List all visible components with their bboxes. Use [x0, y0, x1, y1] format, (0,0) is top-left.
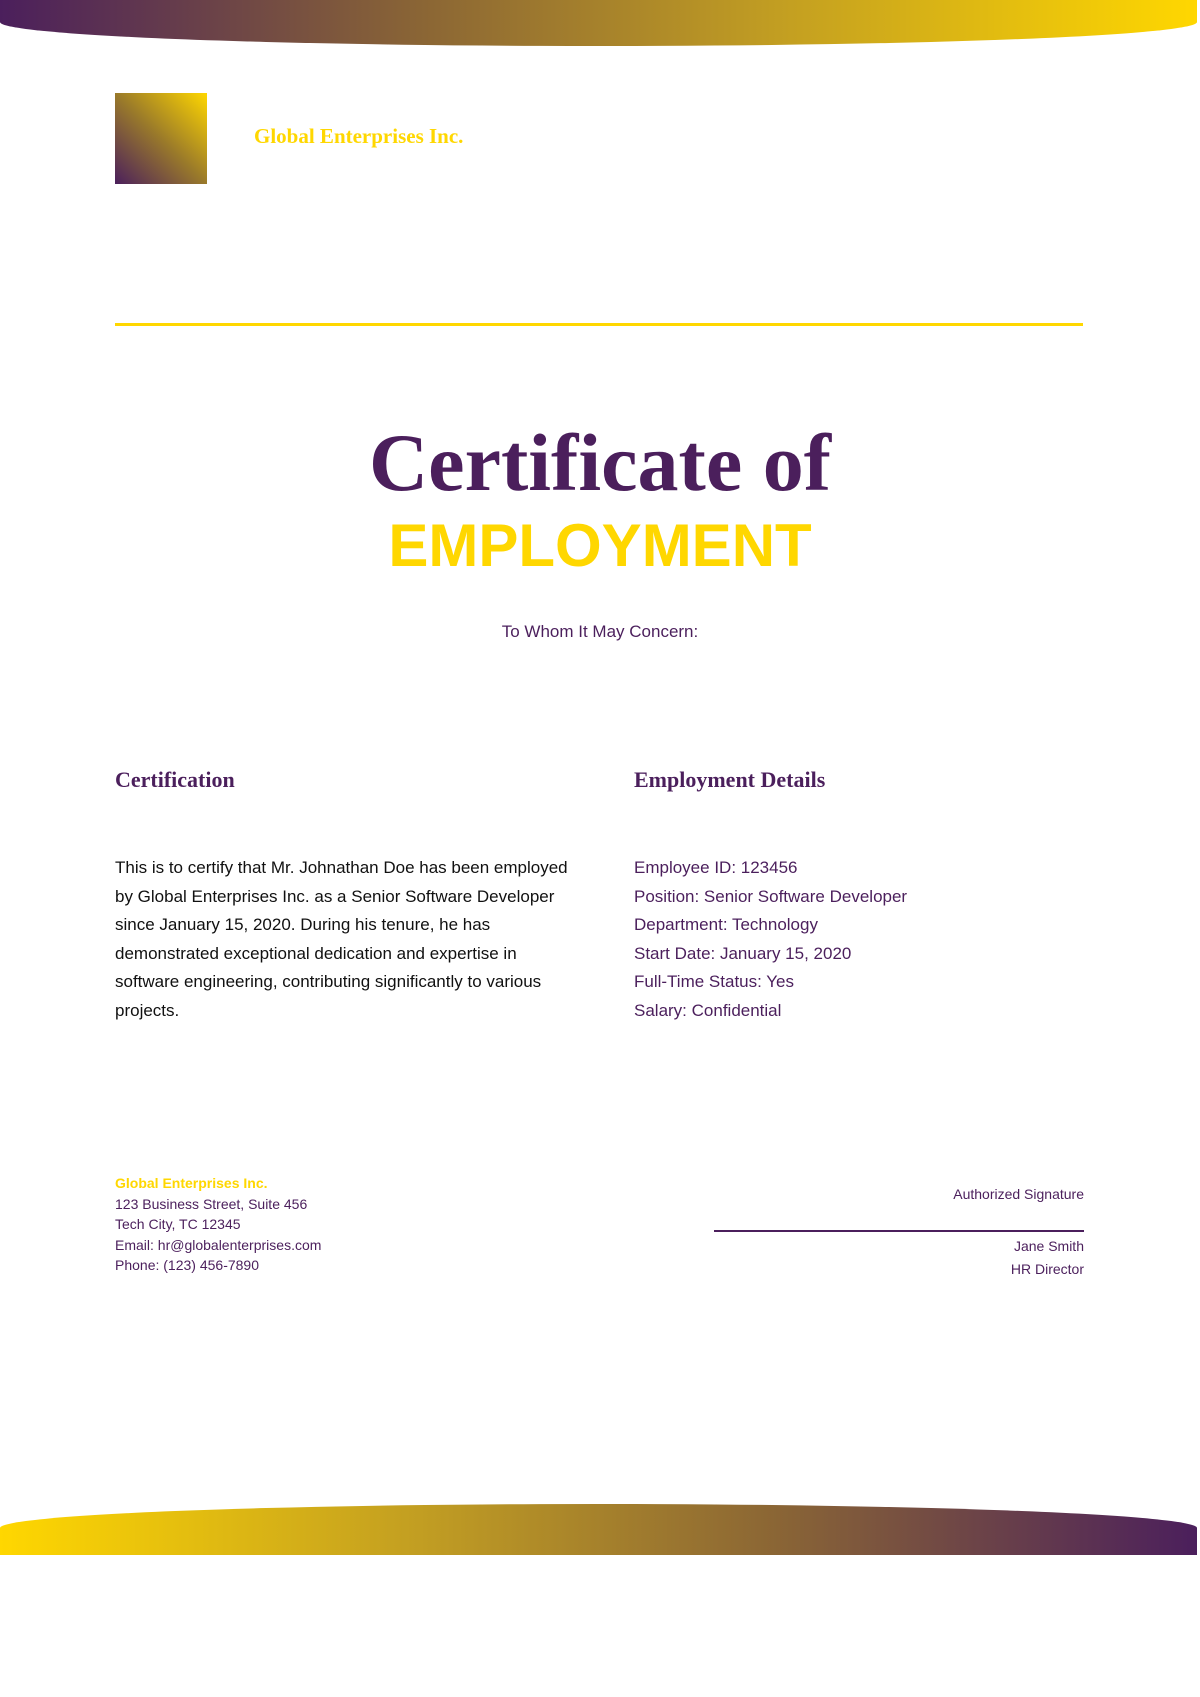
certificate-subtitle: EMPLOYMENT	[388, 512, 812, 579]
company-name: Global Enterprises Inc.	[254, 124, 464, 148]
header-divider	[115, 323, 1083, 326]
certification-heading: Certification	[115, 767, 235, 792]
salutation: To Whom It May Concern:	[501, 622, 699, 641]
detail-position: Position: Senior Software Developer	[634, 886, 908, 906]
signature-block	[714, 1184, 1084, 1281]
bottom-gradient-band	[0, 1504, 1197, 1555]
address-street: 123 Business Street, Suite 456	[115, 1195, 308, 1212]
detail-full-time-status: Full-Time Status: Yes	[634, 972, 794, 992]
employment-details-list	[634, 854, 907, 1026]
detail-employee-id: Employee ID: 123456	[634, 858, 798, 877]
address-phone: Phone: (123) 456-7890	[115, 1257, 259, 1274]
detail-department: Department: Technology	[634, 915, 818, 935]
address-city: Tech City, TC 12345	[115, 1216, 241, 1233]
signature-label: Authorized Signature	[953, 1186, 1084, 1202]
address-company-name: Global Enterprises Inc.	[115, 1175, 268, 1191]
employment-details-heading: Employment Details	[634, 767, 826, 792]
top-gradient-band	[0, 0, 1197, 46]
company-logo-icon	[115, 93, 207, 184]
signatory-title: HR Director	[1010, 1261, 1084, 1277]
detail-salary: Salary: Confidential	[634, 1000, 782, 1020]
detail-start-date: Start Date: January 15, 2020	[634, 943, 852, 963]
signatory-name: Jane Smith	[1013, 1238, 1084, 1254]
address-email: Email: hr@globalenterprises.com	[115, 1236, 322, 1253]
certificate-title: Certificate of	[368, 417, 832, 508]
certification-body: This is to certify that Mr. Johnathan Doe has been employed by Global Enterprises Inc. as a Senior Software Developer since January 15, 2020. During his tenure, he has demonstrated exceptional dedication and expertise in software engineering, contributing significantly to various projects.	[115, 858, 568, 1020]
signature-line	[714, 1230, 1084, 1232]
company-address-block	[115, 1173, 321, 1276]
